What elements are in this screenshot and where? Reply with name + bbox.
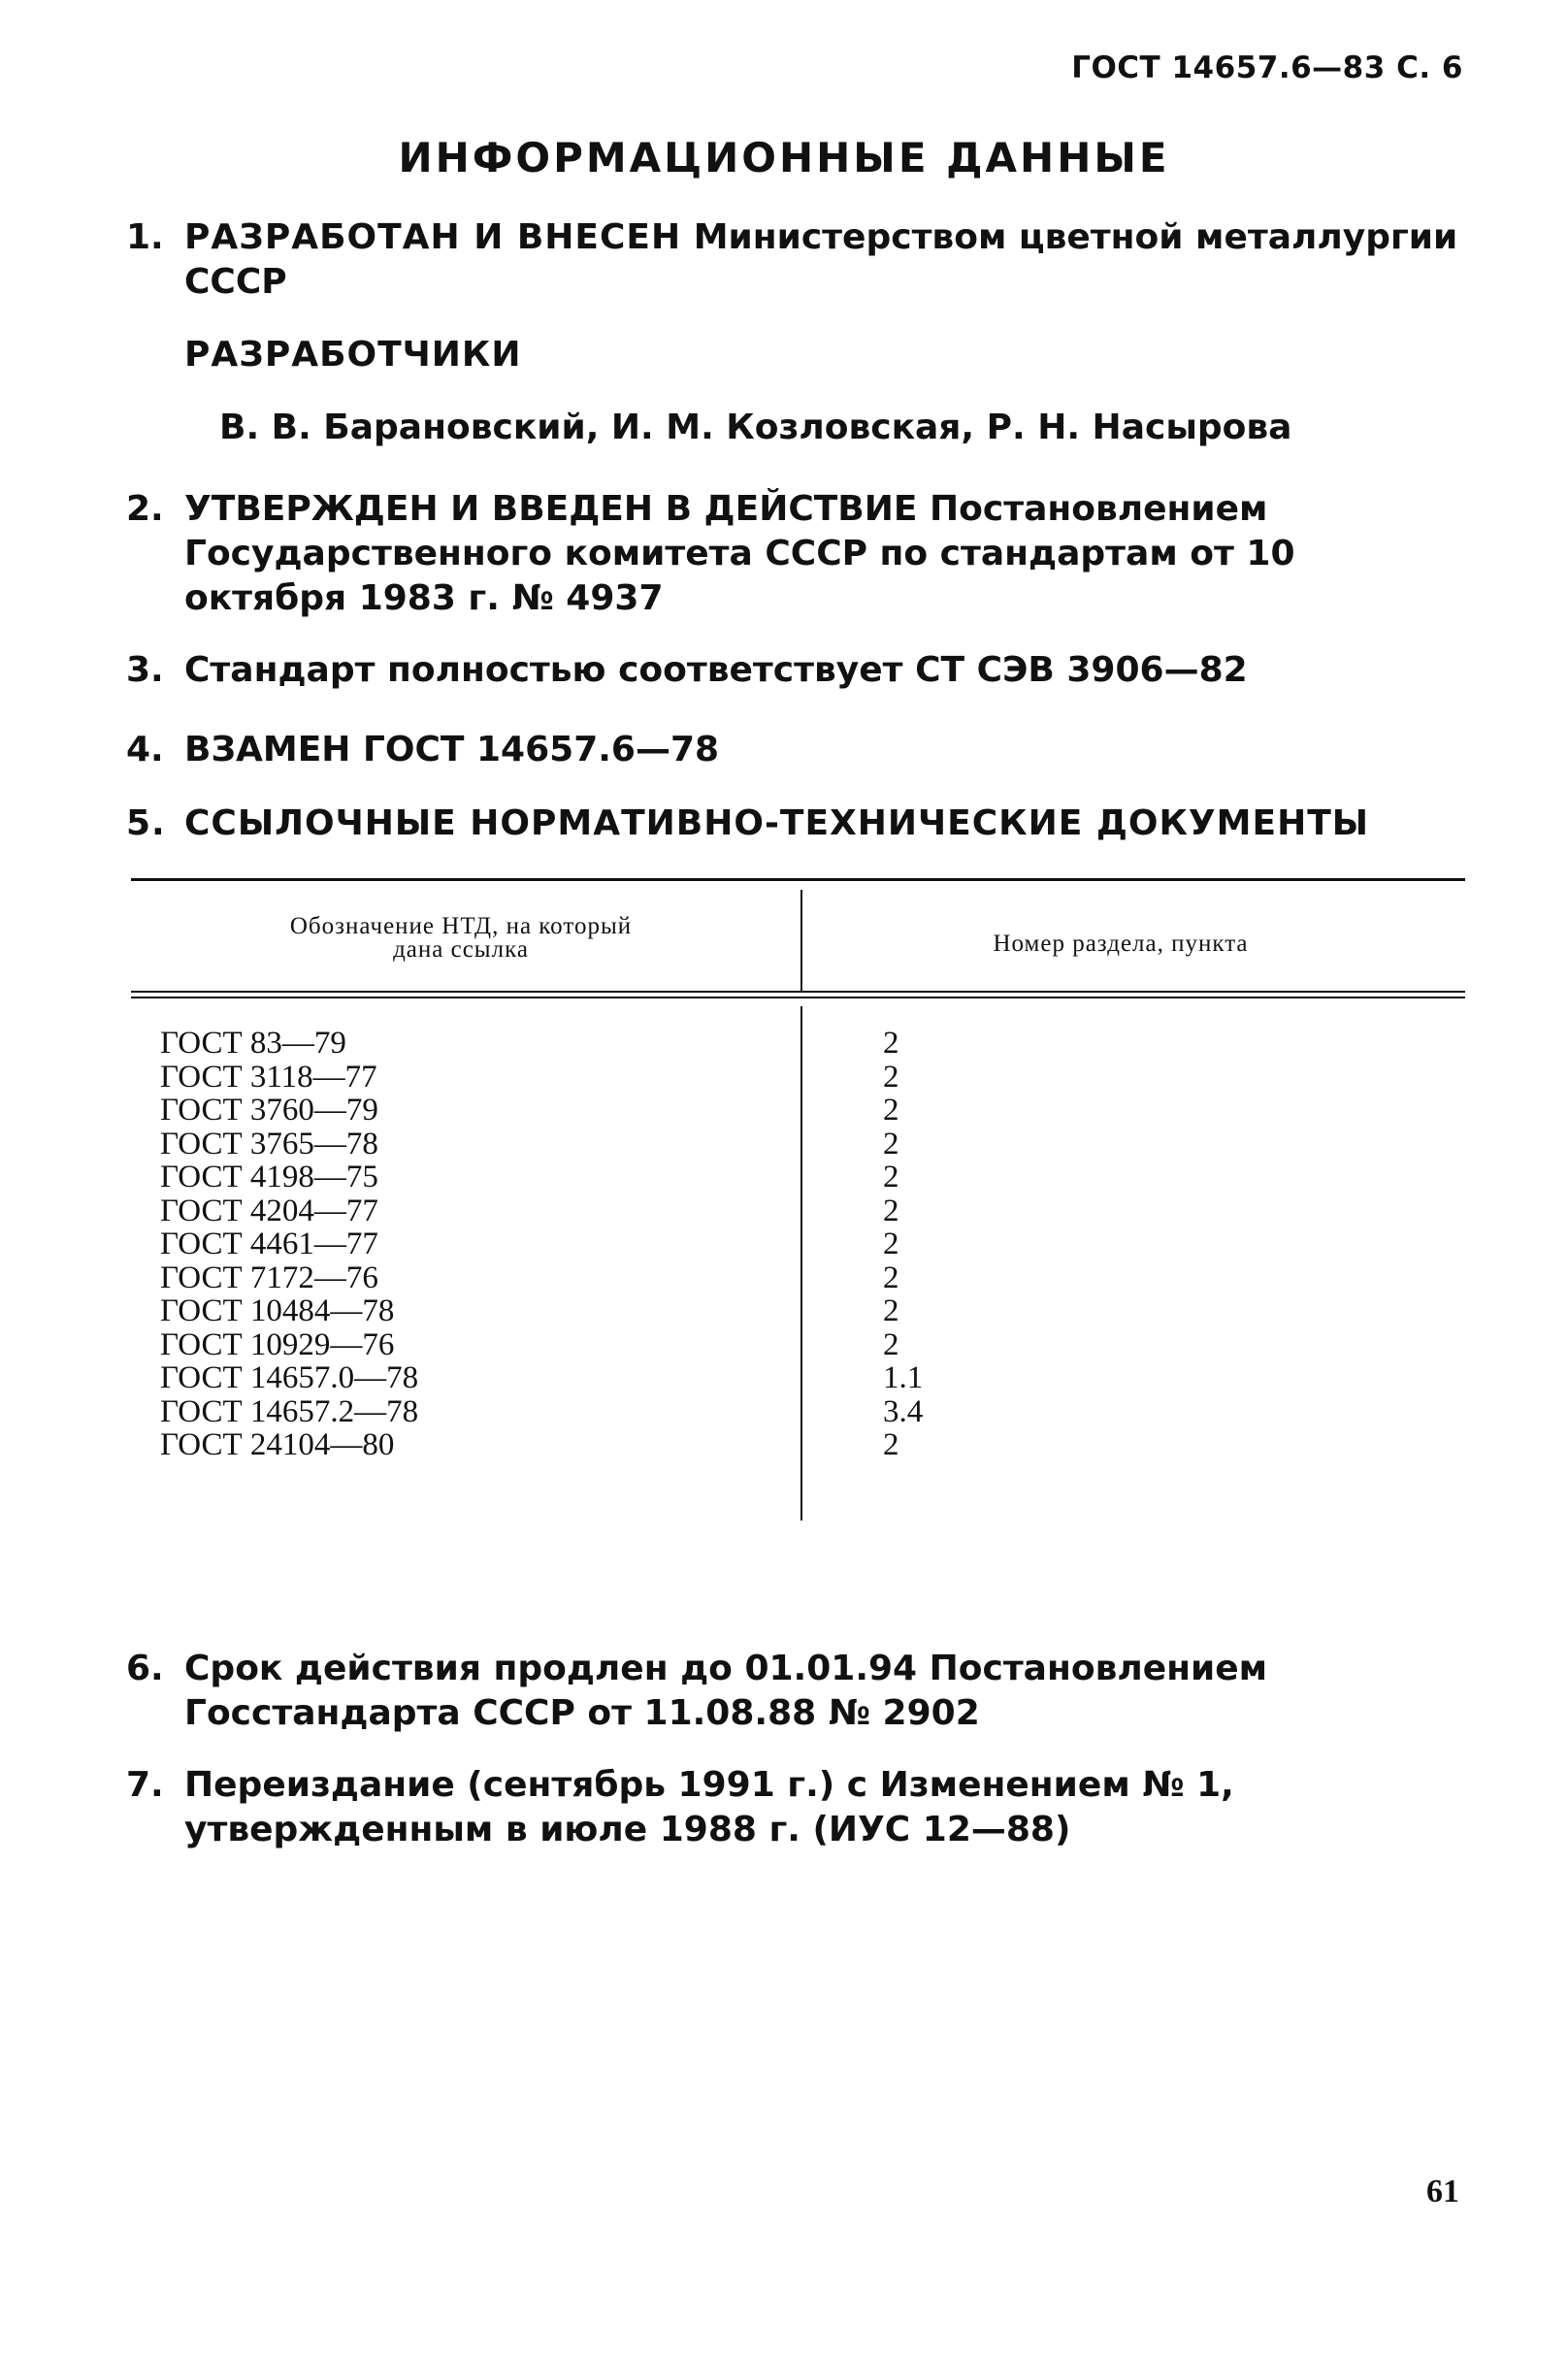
table-cell-section: 2 [883,1160,899,1194]
item-text [184,215,1465,305]
table-cell-section: 3.4 [883,1393,924,1429]
table-cell-doc: ГОСТ 3118—77 [160,1059,377,1095]
table-cell-section: 2 [883,1193,899,1228]
table-col-designation [160,1027,781,1462]
item-body: Постановлением Государственного комитета СССР по стандартам от 10 октября 1983 г. № 4937 [184,489,1295,618]
item-number: 2. [126,489,164,529]
item-text: ВЗАМЕН ГОСТ 14657.6—78 [184,730,720,769]
table-cell-section: 2 [883,1293,899,1328]
table-cell-doc: ГОСТ 4461—77 [160,1227,378,1261]
item-lead: УТВЕРЖДЕН И ВВЕДЕН В ДЕЙСТВИЕ [184,489,918,529]
table-header-divider [800,890,802,992]
table-top-rule [131,878,1465,881]
table-header-designation [189,915,733,962]
table-cell-doc: ГОСТ 10929—76 [160,1326,395,1362]
page-number: 61 [1426,2174,1459,2209]
table-cell-doc: ГОСТ 14657.0—78 [160,1360,419,1395]
table-cell-doc: ГОСТ 4198—75 [160,1160,378,1194]
table-cell-doc: ГОСТ 4204—77 [160,1193,378,1228]
table-cell-section: 2 [883,1259,899,1295]
table-cell-doc: ГОСТ 3765—78 [160,1126,378,1161]
table-header-rule-1 [131,991,1465,993]
item-text: Стандарт полностью соответствует СТ СЭВ 3906—82 [184,650,1248,690]
table-cell-doc: ГОСТ 24104—80 [160,1427,395,1462]
item-number: 6. [126,1649,164,1688]
developers-names: В. В. Барановский, И. М. Козловская, Р. Н. Насырова [219,408,1292,447]
table-cell-doc: ГОСТ 10484—78 [160,1293,395,1328]
table-cell-section: 2 [883,1126,899,1161]
developers-heading: РАЗРАБОТЧИКИ [184,335,522,375]
table-cell-section: 1.1 [883,1360,924,1395]
table-cell-doc: ГОСТ 14657.2—78 [160,1393,419,1429]
table-cell-doc: ГОСТ 7172—76 [160,1259,378,1295]
item-number: 3. [126,650,164,690]
header-line-1: Обозначение НТД, на который [289,913,633,939]
table-cell-section: 2 [883,1227,899,1261]
reference-table [131,878,1465,1616]
table-cell-section: 2 [883,1093,899,1128]
table-cell-section: 2 [883,1026,899,1061]
table-cell-doc: ГОСТ 3760—79 [160,1093,378,1128]
item-number: 7. [126,1765,164,1805]
page-title: ИНФОРМАЦИОННЫЕ ДАННЫЕ [398,134,1170,181]
table-cell-doc: ГОСТ 83—79 [160,1026,346,1061]
item-text: ССЫЛОЧНЫЕ НОРМАТИВНО-ТЕХНИЧЕСКИЕ ДОКУМЕНТЫ [184,803,1370,843]
item-text: Переиздание (сентябрь 1991 г.) с Изменением № 1, утвержденным в июле 1988 г. (ИУС 12—88) [184,1765,1234,1849]
table-header-rule-2 [131,997,1465,998]
table-cell-section: 2 [883,1427,899,1462]
item-text [184,487,1465,621]
item-number: 4. [126,730,164,769]
item-lead: РАЗРАБОТАН И ВНЕСЕН [184,217,682,257]
header-line-2: дана ссылка [393,936,529,963]
item-number: 5. [126,803,166,843]
item-text: Срок действия продлен до 01.01.94 Постановлением Госстандарта СССР от 11.08.88 № 2902 [184,1649,1268,1733]
table-col-section [883,1027,1271,1462]
table-header-section: Номер раздела, пункта [993,931,1249,957]
item-body: Министерством цветной металлургии СССР [184,217,1458,302]
header-standard-ref: ГОСТ 14657.6—83 С. 6 [1071,50,1463,85]
table-cell-section: 2 [883,1059,899,1095]
table-column-divider [800,1006,802,1521]
table-cell-section: 2 [883,1326,899,1362]
item-number: 1. [126,217,164,257]
